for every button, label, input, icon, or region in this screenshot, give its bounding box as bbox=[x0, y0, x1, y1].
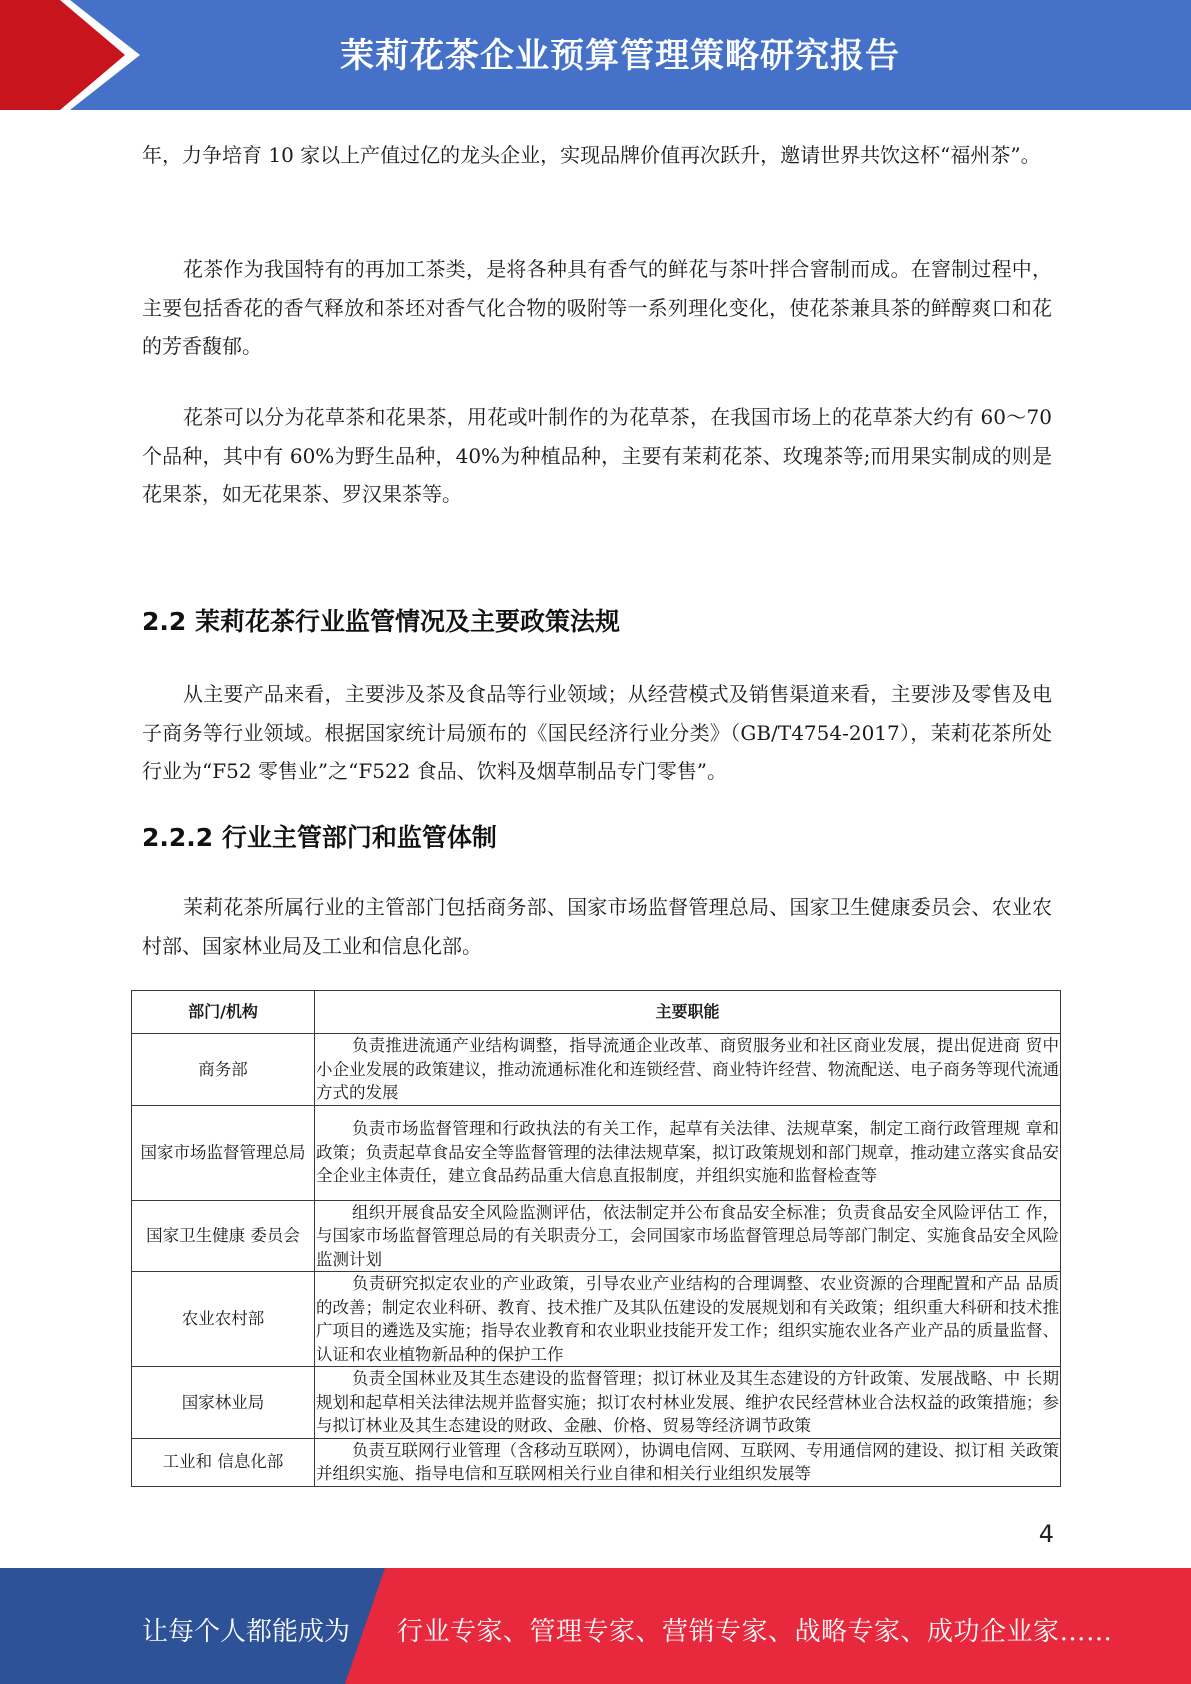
section-heading-2-2: 2.2 茉莉花茶行业监管情况及主要政策法规 bbox=[142, 607, 620, 636]
duty-cell: 组织开展食品安全风险监测评估，依法制定并公布食品安全标准；负责食品安全风险评估工 作，与国家市场监督管理总局的有关职责分工，会同国家市场监督管理总局等部门制定、实施食品安全风险监测计划 bbox=[315, 1200, 1061, 1272]
duty-cell: 负责互联网行业管理（含移动互联网），协调电信网、互联网、专用通信网的建设、拟订相 关政策并组织实施、指导电信和互联网相关行业自律和相关行业组织发展等 bbox=[315, 1438, 1061, 1486]
department-cell: 农业农村部 bbox=[132, 1272, 315, 1367]
table-row bbox=[132, 1367, 1061, 1439]
section-heading-2-2-2: 2.2.2 行业主管部门和监管体制 bbox=[142, 823, 497, 852]
table-row bbox=[132, 1034, 1061, 1106]
duty-cell: 负责市场监督管理和行政执法的有关工作，起草有关法律、法规草案，制定工商行政管理规 章和政策；负责起草食品安全等监督管理的法律法规草案，拟订政策规划和部门规章，推动建立落实食品安全企业主体责任，建立食品药品重大信息直报制度，并组织实施和监督检查等 bbox=[315, 1105, 1061, 1200]
report-title: 茉莉花茶企业预算管理策略研究报告 bbox=[340, 36, 900, 76]
department-cell: 国家林业局 bbox=[132, 1367, 315, 1439]
page-number: 4 bbox=[1038, 1520, 1054, 1548]
table-row bbox=[132, 1438, 1061, 1486]
department-cell: 国家卫生健康 委员会 bbox=[132, 1200, 315, 1272]
column-header-department: 部门/机构 bbox=[132, 991, 315, 1034]
paragraph-flower-tea-types: 花茶可以分为花草茶和花果茶，用花或叶制作的为花草茶，在我国市场上的花草茶大约有 60～70 个品种，其中有 60%为野生品种，40%为种植品种，主要有茉莉花茶、玫瑰茶等;而用果实制成的则是花果茶，如无花果茶、罗汉果茶等。 bbox=[142, 405, 1052, 506]
table-row bbox=[132, 1200, 1061, 1272]
department-cell: 国家市场监督管理总局 bbox=[132, 1105, 315, 1200]
footer-slogan-left: 让每个人都能成为 bbox=[142, 1617, 351, 1647]
department-cell: 商务部 bbox=[132, 1034, 315, 1106]
department-cell: 工业和 信息化部 bbox=[132, 1438, 315, 1486]
paragraph-flower-tea-definition: 花茶作为我国特有的再加工茶类，是将各种具有香气的鲜花与茶叶拌合窨制而成。在窨制过程中，主要包括香花的香气释放和茶坯对香气化合物的吸附等一系列理化变化，使花茶兼具茶的鲜醇爽口和花的芳香馥郁。 bbox=[142, 257, 1052, 358]
table-row bbox=[132, 1105, 1061, 1200]
paragraph-regulatory-departments: 茉莉花茶所属行业的主管部门包括商务部、国家市场监督管理总局、国家卫生健康委员会、农业农村部、国家林业局及工业和信息化部。 bbox=[142, 895, 1052, 958]
paragraph-industry-classification: 从主要产品来看，主要涉及茶及食品等行业领域；从经营模式及销售渠道来看，主要涉及零售及电子商务等行业领域。根据国家统计局颁布的《国民经济行业分类》（GB/T4754-2017），茉莉花茶所处行业为“F52 零售业”之“F522 食品、饮料及烟草制品专门零售”。 bbox=[142, 682, 1052, 783]
duty-cell: 负责研究拟定农业的产业政策，引导农业产业结构的合理调整、农业资源的合理配置和产品 品质的改善；制定农业科研、教育、技术推广及其队伍建设的发展规划和有关政策；组织重大科研和技术推广项目的遴选及实施；指导农业教育和农业职业技能开发工作；组织实施农业各产业产品的质量监督、认证和农业植物新品种的保护工作 bbox=[315, 1272, 1061, 1367]
duty-cell: 负责推进流通产业结构调整，指导流通企业改革、商贸服务业和社区商业发展，提出促进商 贸中小企业发展的政策建议，推动流通标准化和连锁经营、商业特许经营、物流配送、电子商务等现代流通方式的发展 bbox=[315, 1034, 1061, 1106]
duty-cell: 负责全国林业及其生态建设的监督管理；拟订林业及其生态建设的方针政策、发展战略、中 长期规划和起草相关法律法规并监督实施；拟订农村林业发展、维护农民经营林业合法权益的政策措施；参与拟订林业及其生态建设的财政、金融、价格、贸易等经济调节政策 bbox=[315, 1367, 1061, 1439]
table-header-row bbox=[132, 991, 1061, 1034]
page-header bbox=[0, 0, 1191, 110]
table-row bbox=[132, 1272, 1061, 1367]
footer-slogan-right: 行业专家、管理专家、营销专家、战略专家、成功企业家…… bbox=[397, 1617, 1113, 1647]
regulatory-departments-table bbox=[131, 990, 1061, 1487]
paragraph-continued: 年，力争培育 10 家以上产值过亿的龙头企业，实现品牌价值再次跃升，邀请世界共饮这杯“福州茶”。 bbox=[142, 143, 1041, 167]
column-header-main-duties: 主要职能 bbox=[315, 991, 1061, 1034]
page-footer bbox=[0, 1568, 1191, 1684]
